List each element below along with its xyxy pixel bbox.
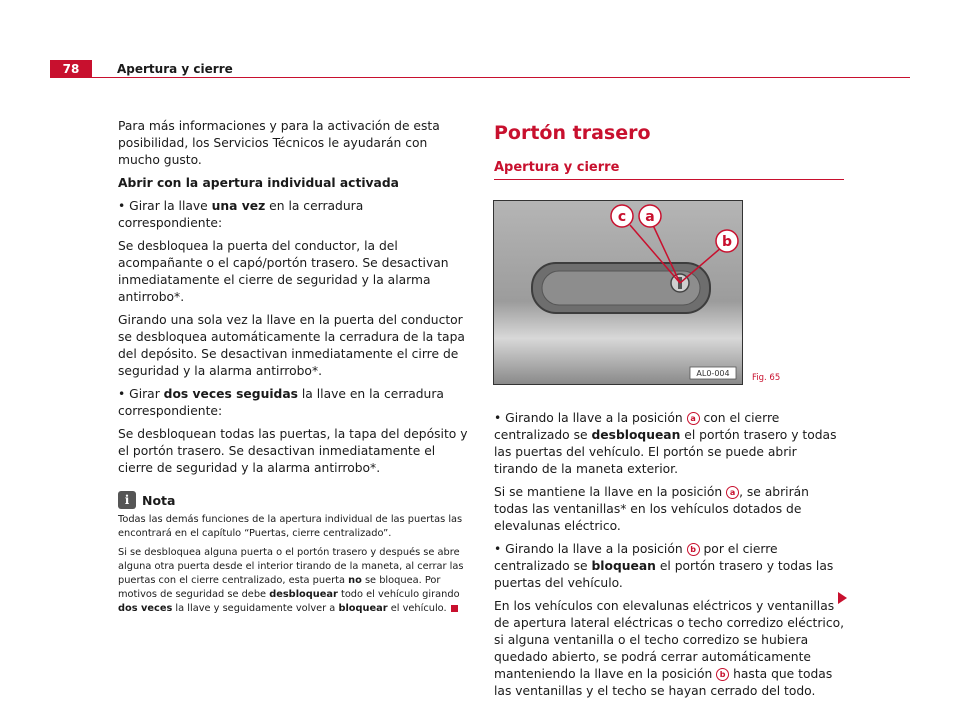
- bullet-twice: [118, 386, 468, 420]
- lock-paragraph: [494, 541, 844, 592]
- paragraph-1: Se desbloquea la puerta del conductor, la del acompañante o el capó/portón trasero. Se desactivan inmediatamente el cierre de seguridad y la alarma antirrobo*.: [118, 239, 449, 304]
- text: Si se desbloquea alguna puerta o el portón trasero y después se abre alguna otra puerta desde el interior tirando de la maneta, al cerrar las puertas con el cierre centralizado, esta puerta: [118, 547, 464, 586]
- text: el portón trasero y todas las puertas del vehículo. El portón se puede abrir tirando de la maneta exterior.: [494, 428, 837, 476]
- page-number: 78: [50, 60, 92, 78]
- keyword: desbloquear: [269, 589, 338, 600]
- intro-paragraph: Para más informaciones y para la activación de esta posibilidad, los Servicios Técnicos le ayudarán con mucho gusto.: [118, 119, 440, 167]
- text: con el cierre centralizado se: [494, 411, 780, 442]
- text: • Girando la llave a la posición: [494, 542, 687, 556]
- header-rule: [50, 77, 910, 78]
- right-body: [494, 410, 844, 706]
- keyword: bloquear: [338, 603, 388, 614]
- text: hasta que todas las ventanillas y el techo se hayan cerrado del todo.: [494, 667, 833, 698]
- keyword: dos veces seguidas: [163, 387, 298, 401]
- header-title: Apertura y cierre: [117, 62, 233, 76]
- left-column: [118, 118, 468, 621]
- tailgate-handle-figure: [493, 200, 743, 385]
- windows-open-paragraph: [494, 484, 844, 535]
- callout-a-label: a: [645, 209, 655, 225]
- callout-c-label: c: [617, 209, 627, 225]
- bullet-once: [118, 198, 468, 232]
- note-paragraph-1: Todas las demás funciones de la apertura individual de las puertas las encontrará en el capítulo “Puertas, cierre centralizado”.: [118, 514, 463, 539]
- callout-b-label: b: [721, 234, 733, 250]
- text: todo el vehículo girando: [337, 589, 460, 600]
- keyword: una vez: [211, 199, 266, 213]
- text: el vehículo.: [387, 603, 447, 614]
- keyword: dos veces: [118, 603, 173, 614]
- figure-caption: Fig. 65: [752, 373, 781, 383]
- figure-code: AL0-004: [696, 369, 730, 378]
- text: el portón trasero y todas las puertas del vehículo.: [494, 559, 834, 590]
- text: la llave y seguidamente volver a: [172, 603, 339, 614]
- text: por el cierre centralizado se: [494, 542, 778, 573]
- info-icon: i: [118, 491, 136, 509]
- position-a-marker: a: [726, 486, 739, 499]
- page-header: [50, 60, 910, 78]
- end-mark-icon: [451, 605, 458, 612]
- position-b-marker: b: [687, 543, 700, 556]
- unlock-paragraph: [494, 410, 844, 478]
- continue-arrow-icon: [838, 592, 847, 604]
- text: • Girando la llave a la posición: [494, 411, 687, 425]
- text: la llave en la cerradura correspondiente:: [118, 387, 444, 418]
- right-column: [494, 118, 844, 180]
- keyword: bloquean: [591, 559, 656, 573]
- text: En los vehículos con elevalunas eléctricos y ventanillas de apertura lateral eléctricas o techo corredizo eléctrico, si alguna ventanilla o el techo corredizo se hubiera quedado abierto, se podrá cerrar automáticamente manteniendo la llave en la posición: [494, 599, 845, 681]
- subheading: Abrir con la apertura individual activada: [118, 176, 399, 190]
- paragraph-2: Girando una sola vez la llave en la puerta del conductor se desbloquea automáticamente la cerradura de la tapa del depósito. Se desactivan inmediatamente el cirre de seguridad y la alarma antirrobo*.: [118, 313, 465, 378]
- text: se bloquea. Por motivos de seguridad se debe: [118, 575, 441, 600]
- keyword: desbloquean: [591, 428, 681, 442]
- section-title: Portón trasero: [494, 122, 651, 144]
- keyword: no: [348, 575, 362, 586]
- text: , se abrirán todas las ventanillas* en los vehículos dotados de elevalunas eléctrico.: [494, 485, 809, 533]
- text: en la cerradura correspondiente:: [118, 199, 364, 230]
- paragraph-3: Se desbloquean todas las puertas, la tapa del depósito y el portón trasero. Se desactivan inmediatamente el cierre de seguridad y la alarma antirrobo*.: [118, 427, 468, 475]
- note-body: [118, 513, 468, 616]
- note-header: [118, 491, 468, 509]
- windows-close-paragraph: [494, 598, 844, 700]
- note-paragraph-2: [118, 546, 468, 616]
- section-subtitle: Apertura y cierre: [494, 160, 844, 180]
- position-a-marker: a: [687, 412, 700, 425]
- text: Si se mantiene la llave en la posición: [494, 485, 727, 499]
- note-label: Nota: [142, 492, 176, 508]
- text: • Girar: [118, 387, 164, 401]
- figure-illustration: [494, 201, 742, 384]
- text: • Girar la llave: [118, 199, 212, 213]
- position-b-marker: b: [716, 668, 729, 681]
